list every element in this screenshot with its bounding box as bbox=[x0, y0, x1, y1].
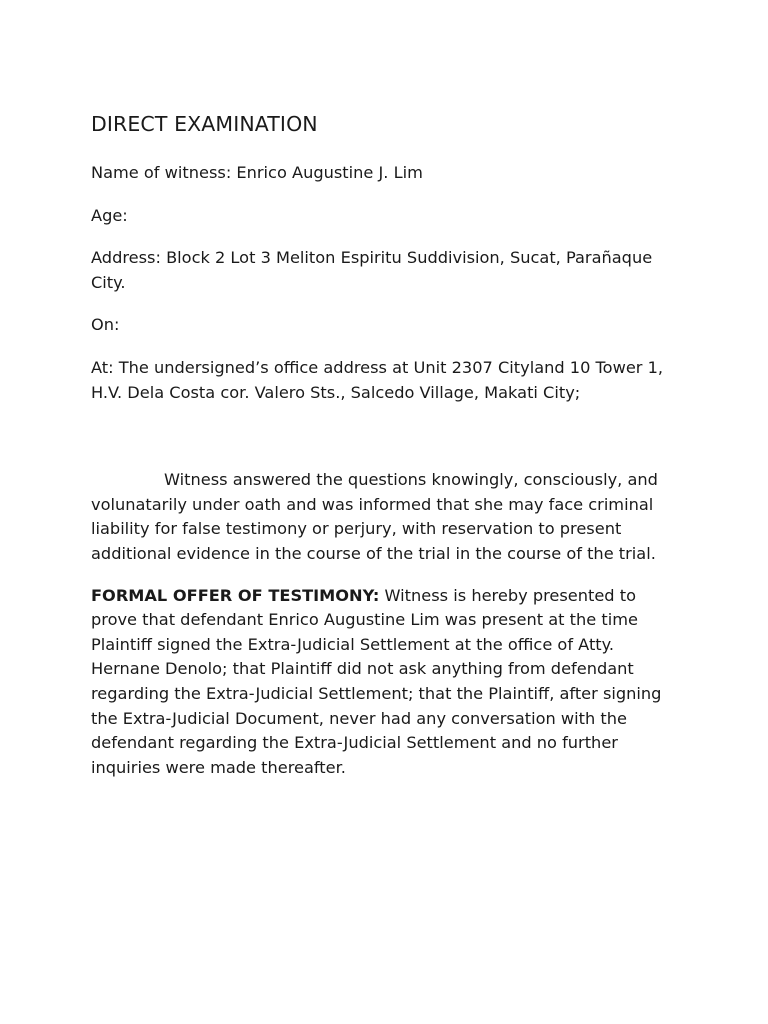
statement-paragraph bbox=[91, 468, 681, 566]
on-line: On: bbox=[91, 315, 120, 335]
at-line: At: The undersigned’s office address at Unit 2307 Cityland 10 Tower 1, H.V. Dela Costa cor. Valero Sts., Salcedo Village, Makati City; bbox=[91, 357, 664, 402]
formal-offer-heading: FORMAL OFFER OF TESTIMONY: bbox=[91, 585, 380, 605]
formal-offer-paragraph bbox=[91, 584, 681, 781]
formal-offer-text: Witness is hereby presented to prove that defendant Enrico Augustine Lim was present at the time Plaintiff signed the Extra-Judicial Settlement at the office of Atty. Hernane Denolo; that Plaintiff did not ask anything from defendant regarding the Extra-Judicial Settlement; that the Plaintiff, after signing the Extra-Judicial Document, never had any conversation with the defendant regarding the Extra-Judicial Settlement and no further inquiries were made thereafter. bbox=[91, 585, 662, 777]
address-line: Address: Block 2 Lot 3 Meliton Espiritu Suddivision, Sucat, Parañaque City. bbox=[91, 248, 653, 292]
statement-text: Witness answered the questions knowingly, consciously, and volunatarily under oath and was informed that she may face criminal liability for false testimony or perjury, with reservation to present additional evidence in the course of the trial in the course of the trial. bbox=[91, 470, 658, 563]
age-line: Age: bbox=[91, 205, 128, 225]
document-title: DIRECT EXAMINATION bbox=[91, 112, 318, 136]
section-spacer bbox=[91, 405, 681, 468]
document-body bbox=[91, 110, 681, 797]
witness-name-line: Name of witness: Enrico Augustine J. Lim bbox=[91, 163, 423, 182]
